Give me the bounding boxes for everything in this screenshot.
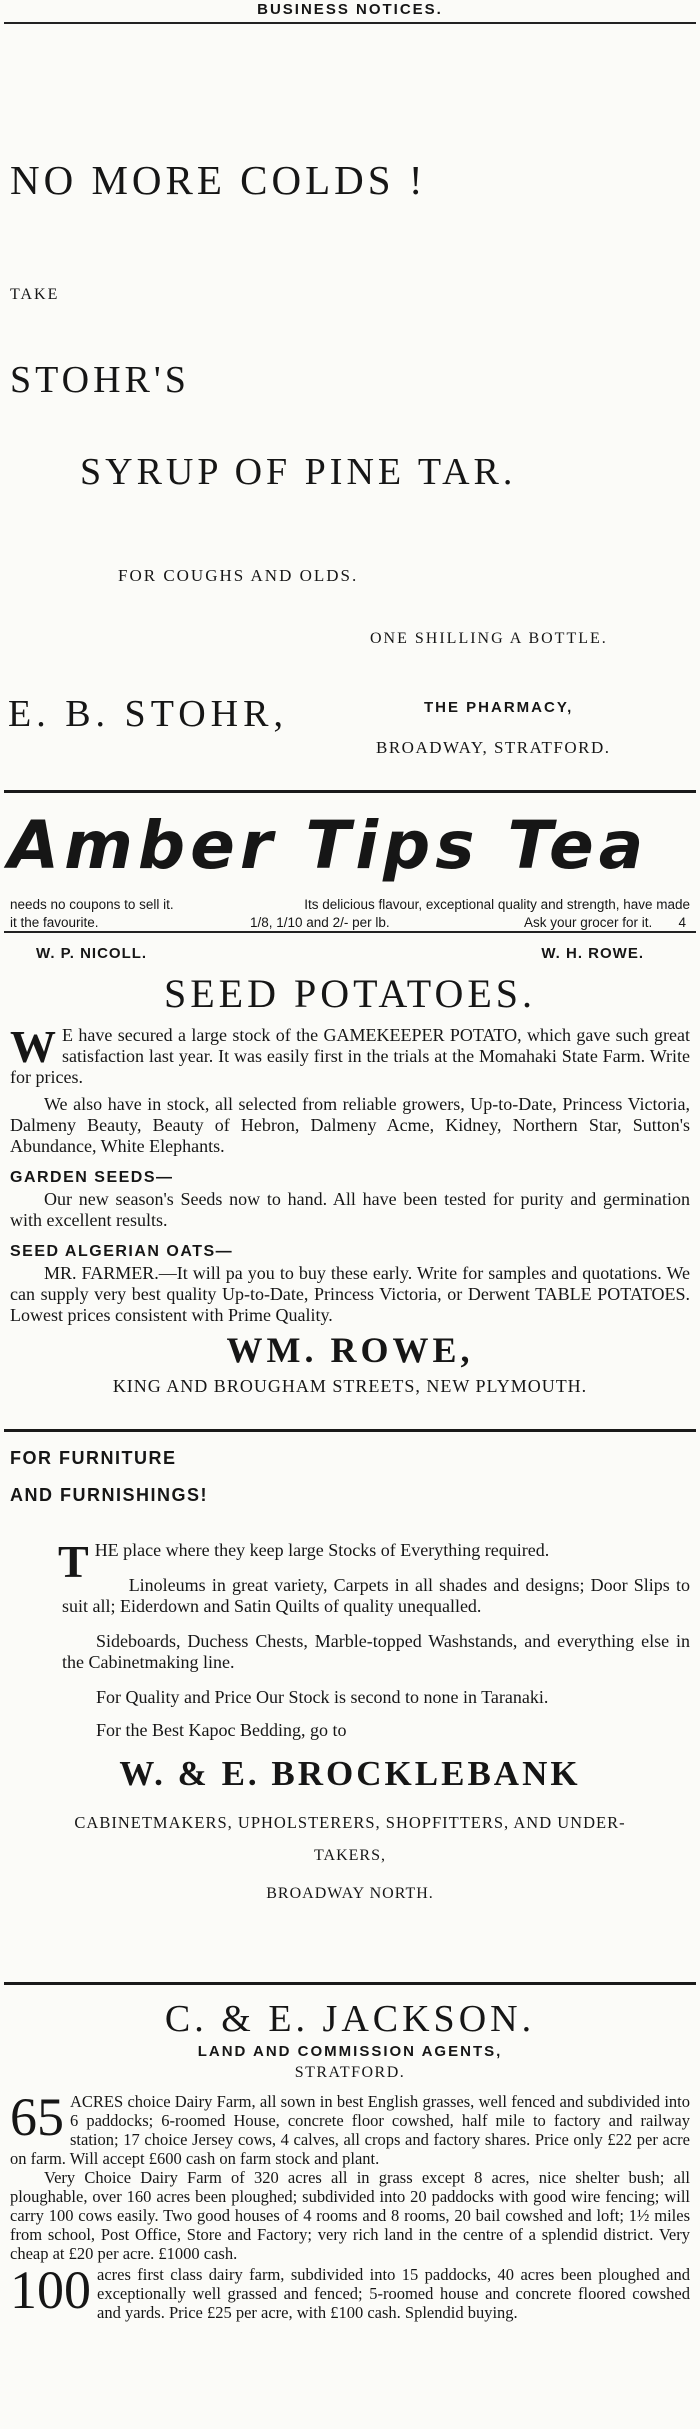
stohr-address-2: BROADWAY, STRATFORD. bbox=[376, 738, 611, 757]
rowe-paragraph-2: We also have in stock, all selected from reliable growers, Up-to-Date, Princess Victoria, Dalmeny Beauty, Beauty of Hebron, Dalmeny Acme, Kidney, Northern Star, Sutton's Abundance, White Elephants. bbox=[10, 1094, 690, 1156]
brock-paragraph-3: Sideboards, Duchess Chests, Marble-topped Washstands, and everything else in the Cabinetmaking line. bbox=[62, 1631, 690, 1672]
amber-ask: Ask your grocer for it. bbox=[524, 915, 653, 930]
jackson-subtitle: LAND AND COMMISSION AGENTS, bbox=[197, 2043, 503, 2060]
brock-dropcap: T bbox=[58, 1536, 89, 1587]
furniture-heading-2: AND FURNISHINGS! bbox=[10, 1485, 208, 1505]
stohr-for-line: FOR COUGHS AND OLDS. bbox=[118, 566, 359, 585]
listing-1-text: ACRES choice Dairy Farm, all sown in best English grasses, well fenced and subdivided into 6 paddocks; 6-roomed House, concrete floor cowshed, half mile to factory and railway station; 17 choice Jersey cows, 4 calves, all crops and factory shares. Price only £22 per acre on farm. Will accept £600 cash on farm stock and plant. bbox=[10, 2092, 690, 2168]
section-header: BUSINESS NOTICES. bbox=[257, 1, 443, 18]
brock-paragraph-4: For Quality and Price Our Stock is second to none in Taranaki. bbox=[96, 1687, 549, 1707]
brock-paragraph-2: Linoleums in great variety, Carpets in all shades and designs; Door Slips to suit all; Eiderdown and Satin Quilts of quality unequalled. bbox=[62, 1575, 690, 1616]
garden-seeds-heading: GARDEN SEEDS— bbox=[10, 1169, 174, 1186]
partners-row bbox=[10, 945, 690, 969]
rowe-dropcap: W bbox=[10, 1021, 56, 1072]
listing-3-text: acres first class dairy farm, subdivided into 15 paddocks, 40 acres been ploughed and exceptionally well grassed and fenced; 5-roomed house and concrete floored cowshed and yards. Price £25 per acre, with £100 cash. Splendid buying. bbox=[97, 2265, 690, 2322]
furniture-heading-1: FOR FURNITURE bbox=[10, 1448, 177, 1468]
rule-3 bbox=[4, 1429, 696, 1432]
brock-paragraph-1 bbox=[10, 1536, 690, 1587]
jackson-listing-3 bbox=[10, 2260, 690, 2322]
listing-1-number: 65 bbox=[10, 2087, 64, 2147]
stohr-brand: STOHR'S bbox=[10, 359, 190, 401]
seed-potatoes-headline: SEED POTATOES. bbox=[163, 971, 537, 1016]
rowe-address: KING AND BROUGHAM STREETS, NEW PLYMOUTH. bbox=[112, 1376, 588, 1396]
amber-tips-advertisement bbox=[0, 793, 700, 931]
stohr-headline: NO MORE COLDS ! bbox=[10, 157, 427, 203]
rowe-paragraph-4: MR. FARMER.—It will pa you to buy these early. Write for samples and quotations. We can supply very best quality Up-to-Date, Princess Victoria, or Derwent TABLE POTATOES. Lowest prices consistent with Prime Quality. bbox=[10, 1263, 690, 1325]
brock-address: BROADWAY NORTH. bbox=[266, 1885, 434, 1902]
rowe-p1-text: E have secured a large stock of the GAMEKEEPER POTATO, which gave such great satisfaction last year. It was easily first in the trials at the Momahaki State Farm. Write for prices. bbox=[10, 1025, 690, 1087]
seed-oats-heading: SEED ALGERIAN OATS— bbox=[10, 1243, 234, 1260]
amber-coupons: needs no coupons to sell it. bbox=[10, 897, 174, 912]
stohr-take: TAKE bbox=[10, 286, 60, 303]
brock-paragraph-5: For the Best Kapoc Bedding, go to bbox=[96, 1720, 347, 1740]
jackson-listing-2: Very Choice Dairy Farm of 320 acres all in grass except 8 acres, nice shelter bush; all ploughable, over 160 acres been ploughed; subdivided into 20 paddocks with good wire fencing; will carry 100 cows easily. Two good houses of 4 rooms and 8 rooms, 20 bail cowshed and loft; 1½ miles from school, Post Office, Store and Factory; very rich land in the centre of a splendid district. Very cheap at £20 per acre. £1000 cash. bbox=[10, 2168, 690, 2263]
amber-favourite: it the favourite. bbox=[10, 915, 99, 930]
brock-firm: W. & E. BROCKLEBANK bbox=[119, 1754, 581, 1793]
jackson-listing-1 bbox=[10, 2087, 690, 2168]
amber-line-2 bbox=[10, 915, 690, 930]
amber-title: Amber Tips Tea bbox=[8, 807, 649, 884]
amber-flavour: Its delicious flavour, exceptional quality and strength, have made bbox=[304, 897, 690, 912]
partner-rowe: W. H. ROWE. bbox=[541, 945, 644, 962]
stohr-address-1: THE PHARMACY, bbox=[424, 699, 574, 716]
rowe-paragraph-1 bbox=[10, 1021, 690, 1088]
stohr-advertisement bbox=[0, 24, 700, 790]
jackson-advertisement bbox=[0, 1985, 700, 2357]
amber-line-1 bbox=[10, 897, 690, 912]
brock-trades-2: TAKERS, bbox=[314, 1847, 386, 1864]
stohr-product: SYRUP OF PINE TAR. bbox=[80, 451, 517, 493]
jackson-town: STRATFORD. bbox=[294, 2064, 406, 2081]
brock-trades-1: CABINETMAKERS, UPHOLSTERERS, SHOPFITTERS, AND UNDER- bbox=[74, 1813, 626, 1832]
brock-p1-text: HE place where they keep large Stocks of Everything required. bbox=[94, 1540, 550, 1560]
rowe-paragraph-3: Our new season's Seeds now to hand. All have been tested for purity and germination with excellent results. bbox=[10, 1189, 690, 1230]
brocklebank-advertisement bbox=[0, 1448, 700, 1982]
amber-prices: 1/8, 1/10 and 2/- per lb. bbox=[250, 915, 390, 930]
stohr-price: ONE SHILLING A BOTTLE. bbox=[370, 630, 608, 647]
rowe-firm: WM. ROWE, bbox=[226, 1330, 474, 1370]
amber-number: 4 bbox=[678, 915, 686, 930]
listing-3-number: 100 bbox=[10, 2260, 91, 2320]
jackson-firm: C. & E. JACKSON. bbox=[164, 1998, 536, 2040]
seed-potatoes-advertisement bbox=[0, 945, 700, 1429]
rule-2 bbox=[4, 931, 696, 933]
stohr-name: E. B. STOHR, bbox=[8, 693, 288, 735]
partner-nicoll: W. P. NICOLL. bbox=[36, 945, 148, 962]
